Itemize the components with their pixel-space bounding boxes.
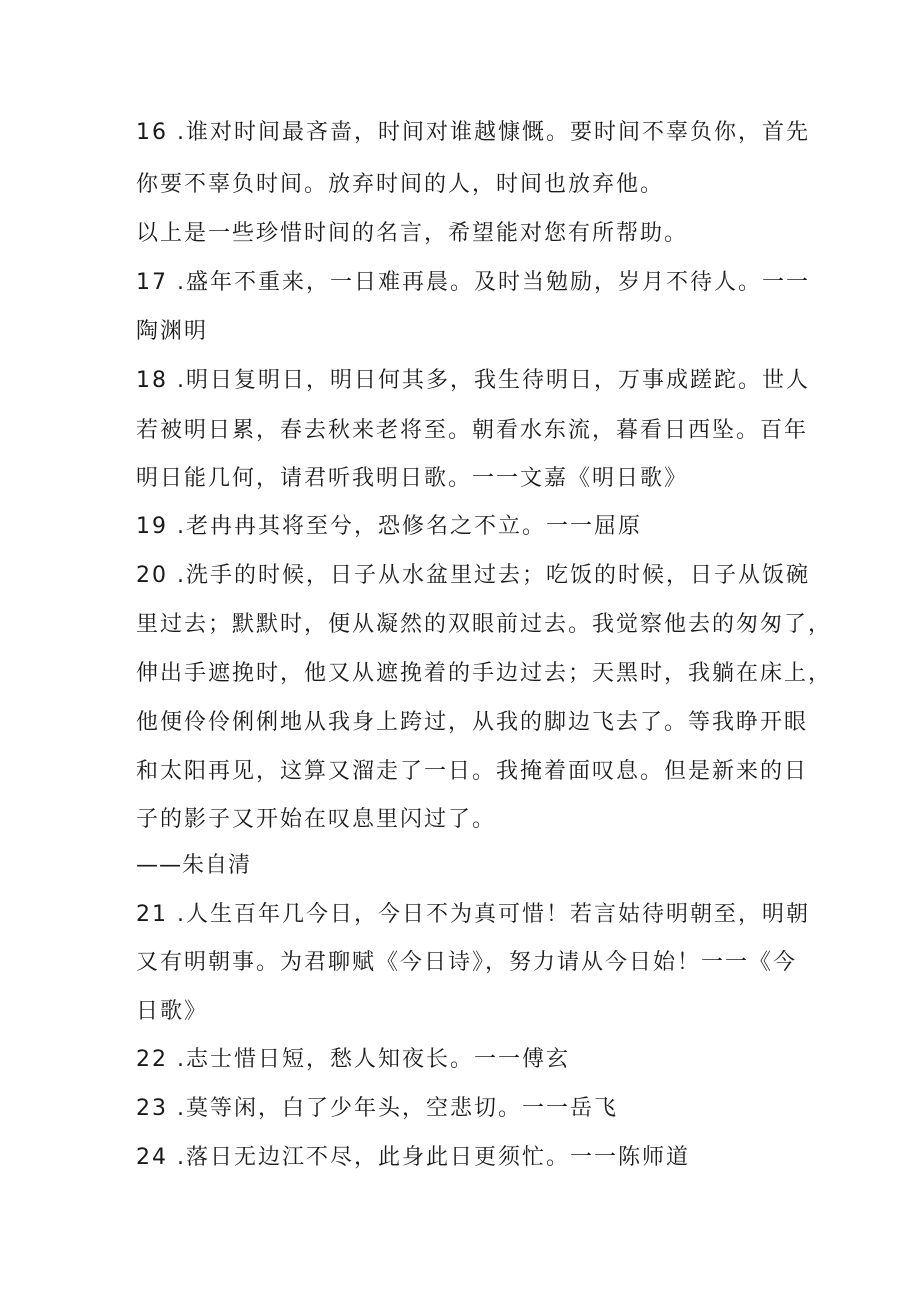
text-line: 伸出手遮挽时，他又从遮挽着的手边过去；天黑时，我躺在床上，	[136, 661, 833, 686]
text-line: 16 .谁对时间最吝啬，时间对谁越慷慨。要时间不辜负你，首先	[136, 120, 810, 145]
text-line: 你要不辜负时间。放弃时间的人，时间也放弃他。	[136, 172, 665, 197]
text-line: 和太阳再见，这算又溜走了一日。我掩着面叹息。但是新来的日	[136, 759, 809, 784]
text-line: 以上是一些珍惜时间的名言，希望能对您有所帮助。	[136, 221, 689, 246]
text-line: 若被明日累，春去秋来老将至。朝看水东流，暮看日西坠。百年	[136, 418, 809, 443]
text-line: 19 .老冉冉其将至兮，恐修名之不立。一一屈原	[136, 514, 642, 539]
text-line: 明日能几何，请君听我明日歌。一一文嘉《明日歌》	[136, 466, 689, 491]
text-line: 18 .明日复明日，明日何其多，我生待明日，万事成蹉跎。世人	[136, 368, 810, 393]
text-line: 21 .人生百年几今日，今日不为真可惜！若言姑待明朝至，明朝	[136, 902, 810, 927]
text-line: 陶渊明	[136, 319, 209, 344]
text-line: 他便伶伶俐俐地从我身上跨过，从我的脚边飞去了。等我睁开眼	[136, 710, 809, 735]
text-line: 子的影子又开始在叹息里闪过了。	[136, 807, 497, 832]
text-line: 又有明朝事。为君聊赋《今日诗》，努力请从今日始！一一《今	[136, 950, 798, 975]
text-line: ——朱自清	[136, 853, 252, 878]
text-line: 20 .洗手的时候，日子从水盆里过去；吃饭的时候，日子从饭碗	[136, 563, 810, 588]
text-line: 17 .盛年不重来，一日难再晨。及时当勉励，岁月不待人。一一	[136, 270, 810, 295]
text-line: 日歌》	[136, 999, 209, 1024]
text-line: 23 .莫等闲，白了少年头，空悲切。一一岳飞	[136, 1096, 618, 1121]
text-line: 里过去；默默时，便从凝然的双眼前过去。我觉察他去的匆匆了，	[136, 612, 833, 637]
text-line: 24 .落日无边江不尽，此身此日更须忙。一一陈师道	[136, 1145, 690, 1170]
text-line: 22 .志士惜日短，愁人知夜长。一一傅玄	[136, 1047, 570, 1072]
